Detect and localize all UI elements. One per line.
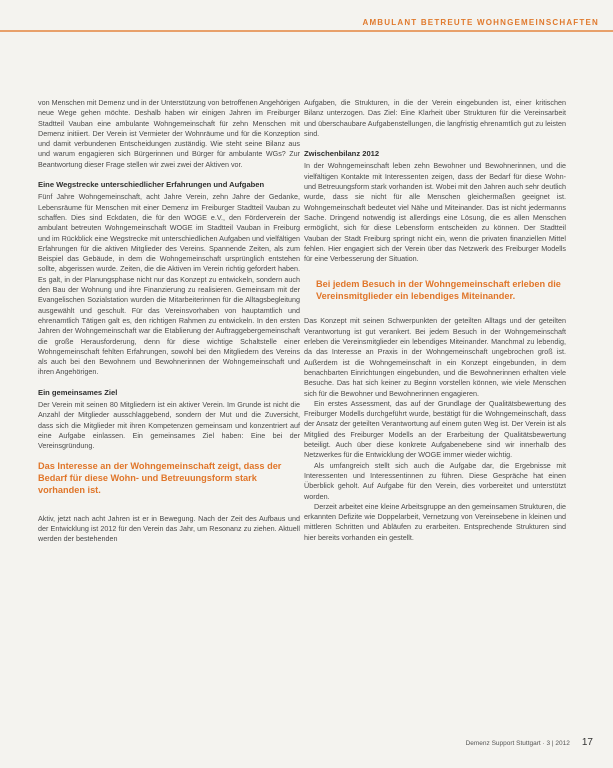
page-number: 17 xyxy=(581,737,593,748)
paragraph-aktiv: Aktiv, jetzt nach acht Jahren ist er in Bewegung. Nach der Zeit des Aufbaus und der Entwicklung ist 2012 für den Verein das Jahr, um Resonanz zu ziehen. Aktuell werden der bestehenden xyxy=(38,513,300,544)
paragraph-assessment: Ein erstes Assessment, das auf der Grundlage der Qualitätsbewertung des Freiburger Modells durchgeführt wurde, bestätigt für die Wohngemeinschaft, dass der Ansatz der geteilten Verantwortung auf einem guten Weg ist. Der Verein ist als Mitglied des Freiburger Modells an der Erarbeitung der Qualitätsbewertung beteiligt. Auch über diese konkrete Aufgabenebene sind wir innerhalb des Netzwerkes für die Entwicklung der WOGE immer wieder wichtig. xyxy=(304,398,566,460)
paragraph-aufgaben: Aufgaben, die Strukturen, in die der Verein eingebunden ist, einer kritischen Bilanz unterzogen. Das Ziel: Eine Klarheit über Strukturen für die Vereinsarbeit und überschaubare Aufgabenstellungen, die langfristig ehrenamtlich gut zu leisten sind. xyxy=(304,98,566,138)
page-header xyxy=(0,0,613,32)
left-column xyxy=(38,98,300,544)
page-footer xyxy=(466,737,593,748)
magazine-name: Demenz Support Stuttgart · 3 | 2012 xyxy=(465,740,570,747)
header-rule xyxy=(0,30,613,32)
subheading-wegstrecke: Eine Wegstrecke unterschiedlicher Erfahrungen und Aufgaben xyxy=(38,180,265,190)
subheading-zwischenbilanz: Zwischenbilanz 2012 xyxy=(304,149,380,159)
pull-quote-left: Das Interesse an der Wohngemeinschaft zeigt, dass der Bedarf für diese Wohn- und Betreuungsform stark vorhanden ist. xyxy=(38,460,282,495)
paragraph-zwischenbilanz: In der Wohngemeinschaft leben zehn Bewohner und Bewohnerinnen, und die vielfältigen Kontakte mit Interessenten zeigen, dass der Bedarf für diese Wohn- und Betreuungsform stark vorhanden ist. Wobei mit den Jahren auch sehr deutlich wurde, dass sie nicht für alle Menschen gleichermaßen geeignet ist. Wohngemeinschaft bedeutet viel Nähe und Miteinander. Das ist nicht jedermanns Sache. Dringend notwendig ist allerdings eine Lösung, die es allen Menschen ermöglicht, sich für diese Lebensform entscheiden zu können. Der Stadtteil Vauban der Stadt Freiburg springt nicht ein, wenn die privaten finanziellen Mittel fehlen. Hier engagiert sich der Verein über das Netzwerk des Freiburger Modells für eine Verbesserung der Situation. xyxy=(304,161,566,264)
right-column xyxy=(304,98,566,543)
paragraph-ziel: Der Verein mit seinen 80 Mitgliedern ist ein aktiver Verein. Im Grunde ist nicht die Anzahl der Mitglieder ausschlaggebend, sondern der Mut und die Zuversicht, dass sich die Mitglieder mit ihren Kompetenzen gemeinsam und konzentriert auf eine Aufgabe einlassen. Ein gemeinsames Ziel haben: Eine bei der Vereinsgründung. xyxy=(38,400,300,451)
paragraph-konzept: Das Konzept mit seinen Schwerpunkten der geteilten Alltags und der geteilten Verantwortung ist gut verankert. Bei jedem Besuch in der Wohngemeinschaft erleben die Vereinsmitglieder ein lebendiges Miteinander. Manchmal zu lebendig, da das Interesse an Praxis in der Wohngemeinschaft ungebrochen groß ist. Außerdem ist die Wohngemeinschaft in ein Konzept eingebunden, in dem benachbarten Einrichtungen eingebunden, und die Bewohnerinnen erhalten viele Besuche. Das hat sich keiner zu Beginn vorstellen können, wie viele Menschen sich für die Bewohner und Bewohnerinnen engagieren. xyxy=(304,316,566,398)
paragraph-gespraeche: Als umfangreich stellt sich auch die Aufgabe dar, die Ergebnisse mit Interessenten und Interessentinnen zu führen. Diese Gespräche hat einen Überblick geholt. Auf Aufgabe für den Verein, dies vorbereitet und unterstützt worden. xyxy=(304,460,566,501)
paragraph-arbeitsgruppe: Derzeit arbeitet eine kleine Arbeitsgruppe an den gemeinsamen Strukturen, die erkannten Defizite wie Doppelarbeit, Vernetzung von Vereinsebene in kleinen und mittleren Schritten und Abläufen zu erarbeiten. Entsprechende Strukturen sind hier bereits vorhanden ein gestellt. xyxy=(304,501,566,542)
subheading-ziel: Ein gemeinsames Ziel xyxy=(38,387,118,397)
section-title: AMBULANT BETREUTE WOHNGEMEINSCHAFTEN xyxy=(362,18,599,27)
paragraph-wegstrecke: Fünf Jahre Wohngemeinschaft, acht Jahre Verein, zehn Jahre der Gedanke, Lebensräume für Menschen mit einer Demenz im Freiburger Stadtteil Vauban zu schaffen. Dies sind Eckdaten, die für den WOGE e.V., den Förderverein der ambulant betreuten Wohngemeinschaft WOGE im Stadtteil Vauban in Freiburg und im Rückblick eine Wegstrecke mit unterschiedlichen Aufgaben und vielfältigen Erfahrungen für die aktiven Mitglieder des Vereins. Spannende Zeiten, als zum Beispiel das Gebäude, in dem die Wohngemeinschaft ursprünglich entstehen sollte, abgerissen wurde. Zeiten, die die Aktiven im Verein richtig gefordert haben. Es galt, in der Planungsphase nicht nur das Konzept zu entwickeln, sondern auch den Bau der Wohnung und ihre Finanzierung zu realisieren. Gemeinsam mit der Evangelischen Sozialstation wurden die Mitarbeiterinnen für die Alltagsbegleitung ausgewählt und geschult. Für das Vereinsvorhaben von hauptamtlich und ehrenamtlich Tätigen galt es, den richtigen Rahmen zu entwickeln. In den ersten Jahren der Wohngemeinschaft war die Etablierung der Auftraggebergemeinschaft die große Herausforderung, denn für diese wichtige Schaltstelle einer Wohngemeinschaft fehlten Erfahrungen, sowohl bei den Mitgliedern des Vereins als auch bei den Bewohnern und Bewohnerinnen der Wohngemeinschaft und ihren Angehörigen. xyxy=(38,192,300,377)
intro-paragraph: von Menschen mit Demenz und in der Unterstützung von betroffenen Angehörigen neue Wege gehen möchte. Deshalb haben wir einigen Jahren im Freiburger Stadtteil Vauban eine ambulante Wohngemeinschaft für zehn Menschen mit Demenz initiiert. Der Verein ist Vermieter der Wohnräume und für die Konzeption und damit verbundenen Entscheidungen zuständig. Wie steht seine Bilanz aus und warum engagieren sich Bürgerinnen und Bürger für ambulante WGs? Zur Beantwortung dieser Frage stellen wir zwei zwei der Aktiven vor. xyxy=(38,98,300,169)
pull-quote-right: Bei jedem Besuch in der Wohngemeinschaft erleben die Vereinsmitglieder ein lebendiges Miteinander. xyxy=(316,279,561,302)
